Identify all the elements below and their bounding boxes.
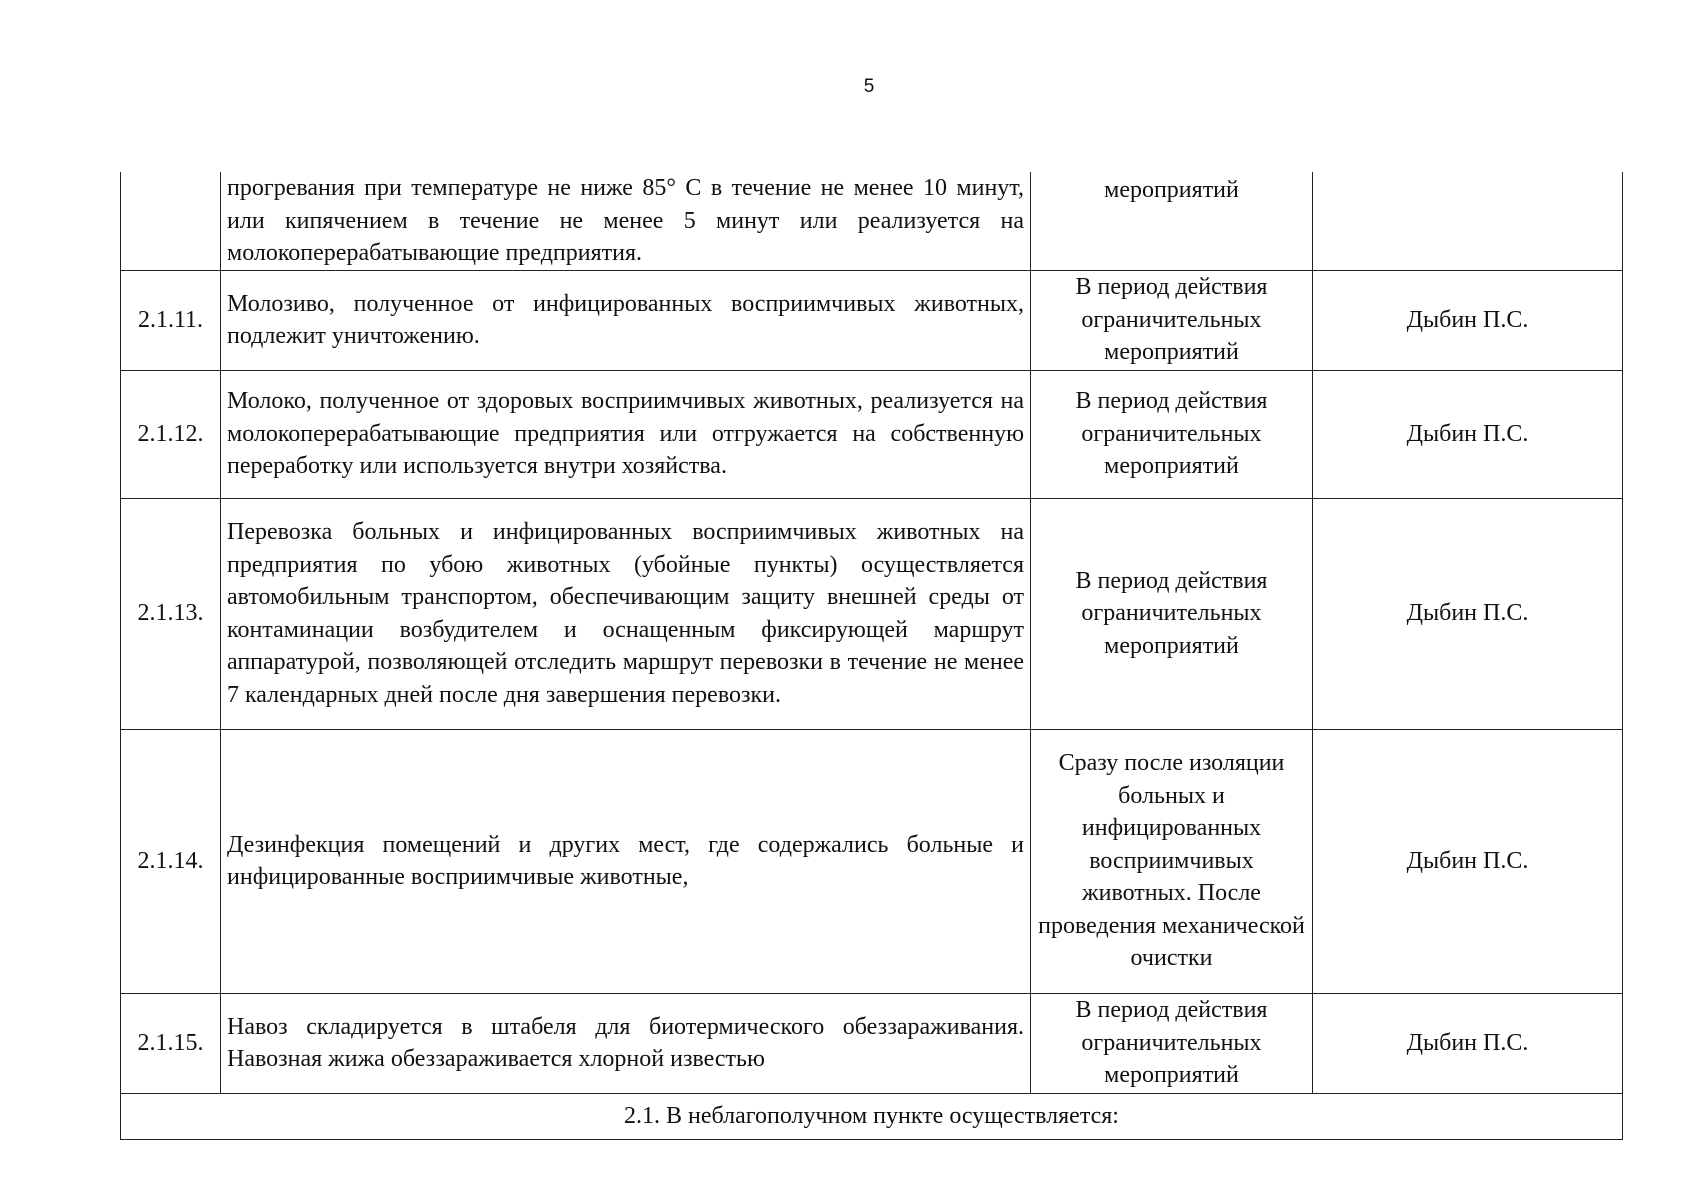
item-number: 2.1.15. [121, 993, 221, 1093]
page-number: 5 [863, 76, 875, 97]
measures-table [120, 172, 1623, 1140]
measure-term: В период действия ограничительных мероприятий [1031, 993, 1313, 1093]
table-row [121, 498, 1623, 729]
responsible-person: Дыбин П.С. [1313, 729, 1623, 993]
table-row [121, 370, 1623, 498]
measure-text: Перевозка больных и инфицированных восприимчивых животных на предприятия по убою животных (убойные пункты) осуществляется автомобильным транспортом, обеспечивающим защиту внешней среды от контаминации возбудителем и оснащенным фиксирующей маршрут аппаратурой, позволяющей отследить маршрут перевозки в течение не менее 7 календарных дней после дня завершения перевозки. [221, 498, 1031, 729]
responsible-person: Дыбин П.С. [1313, 498, 1623, 729]
responsible-person: Дыбин П.С. [1313, 270, 1623, 370]
measure-text: Дезинфекция помещений и других мест, где содержались больные и инфицированные восприимчивые животные, [221, 729, 1031, 993]
item-number: 2.1.14. [121, 729, 221, 993]
measure-text: прогревания при температуре не ниже 85° С в течение не менее 10 минут, или кипячением в течение не менее 5 минут или реализуется на молокоперерабатывающие предприятия. [221, 172, 1031, 270]
item-number: 2.1.12. [121, 370, 221, 498]
item-number [121, 172, 221, 270]
table-row [121, 993, 1623, 1093]
item-number: 2.1.11. [121, 270, 221, 370]
item-number: 2.1.13. [121, 498, 221, 729]
table-row [121, 729, 1623, 993]
table-row [121, 172, 1623, 270]
measure-term: В период действия ограничительных мероприятий [1031, 498, 1313, 729]
measure-text: Молозиво, полученное от инфицированных восприимчивых животных, подлежит уничтожению. [221, 270, 1031, 370]
section-row [121, 1093, 1623, 1139]
responsible-person [1313, 172, 1623, 270]
measure-term: В период действия ограничительных мероприятий [1031, 370, 1313, 498]
responsible-person: Дыбин П.С. [1313, 370, 1623, 498]
measure-text: Навоз складируется в штабеля для биотермического обеззараживания. Навозная жижа обеззараживается хлорной известью [221, 993, 1031, 1093]
responsible-person: Дыбин П.С. [1313, 993, 1623, 1093]
section-title: 2.1. В неблагополучном пункте осуществляется: [121, 1093, 1623, 1139]
table-row [121, 270, 1623, 370]
measure-term: мероприятий [1031, 172, 1313, 270]
measure-term: Сразу после изоляции больных и инфицированных восприимчивых животных. После проведения механической очистки [1031, 729, 1313, 993]
measure-term: В период действия ограничительных мероприятий [1031, 270, 1313, 370]
measure-text: Молоко, полученное от здоровых восприимчивых животных, реализуется на молокоперерабатывающие предприятия или отгружается на собственную переработку или используется внутри хозяйства. [221, 370, 1031, 498]
